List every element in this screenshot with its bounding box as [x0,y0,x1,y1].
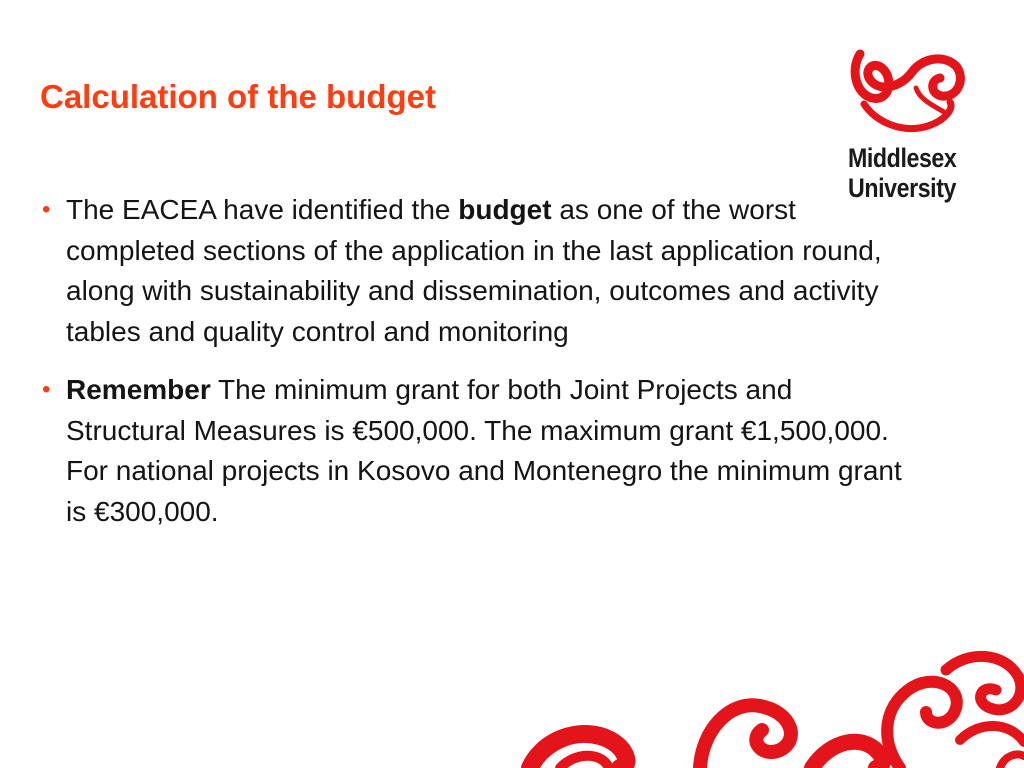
middlesex-logo-icon [846,42,971,142]
bullet-dot-icon: • [42,196,51,223]
swirl-shape [887,682,957,768]
logo-line-2: University [848,173,956,203]
slide-title: Calculation of the budget [40,78,436,115]
bullet-dot-icon: • [42,376,51,403]
swirl-shape [530,734,626,768]
bullet-text-post: as one of the worst completed sections of the application in the last application round, along with sustainability and dissemination, outcomes and activity tables and quality control and monitoring [66,194,882,347]
swirl-shape [946,656,1021,709]
bullet-item [40,370,910,532]
swirl-shape [812,742,883,768]
bullet-text-bold: budget [458,194,552,225]
bullet-text-post: The minimum grant for both Joint Projects and Structural Measures is €500,000. The maximum grant €1,500,000. For national projects in Kosovo and Montenegro the minimum grant is €300,000. [66,374,902,527]
bullet-item [40,190,910,352]
bullet-text-pre: The EACEA have identified the [66,194,459,225]
swirl-shape [960,726,1024,742]
swirl-shape [700,705,791,768]
logo-wordmark [848,143,956,203]
bullet-list [40,190,910,550]
logo-line-1: Middlesex [848,143,957,173]
swirl-shape [1000,755,1024,768]
bullet-text-bold: Remember [66,374,211,405]
swirl-shape [560,756,608,768]
